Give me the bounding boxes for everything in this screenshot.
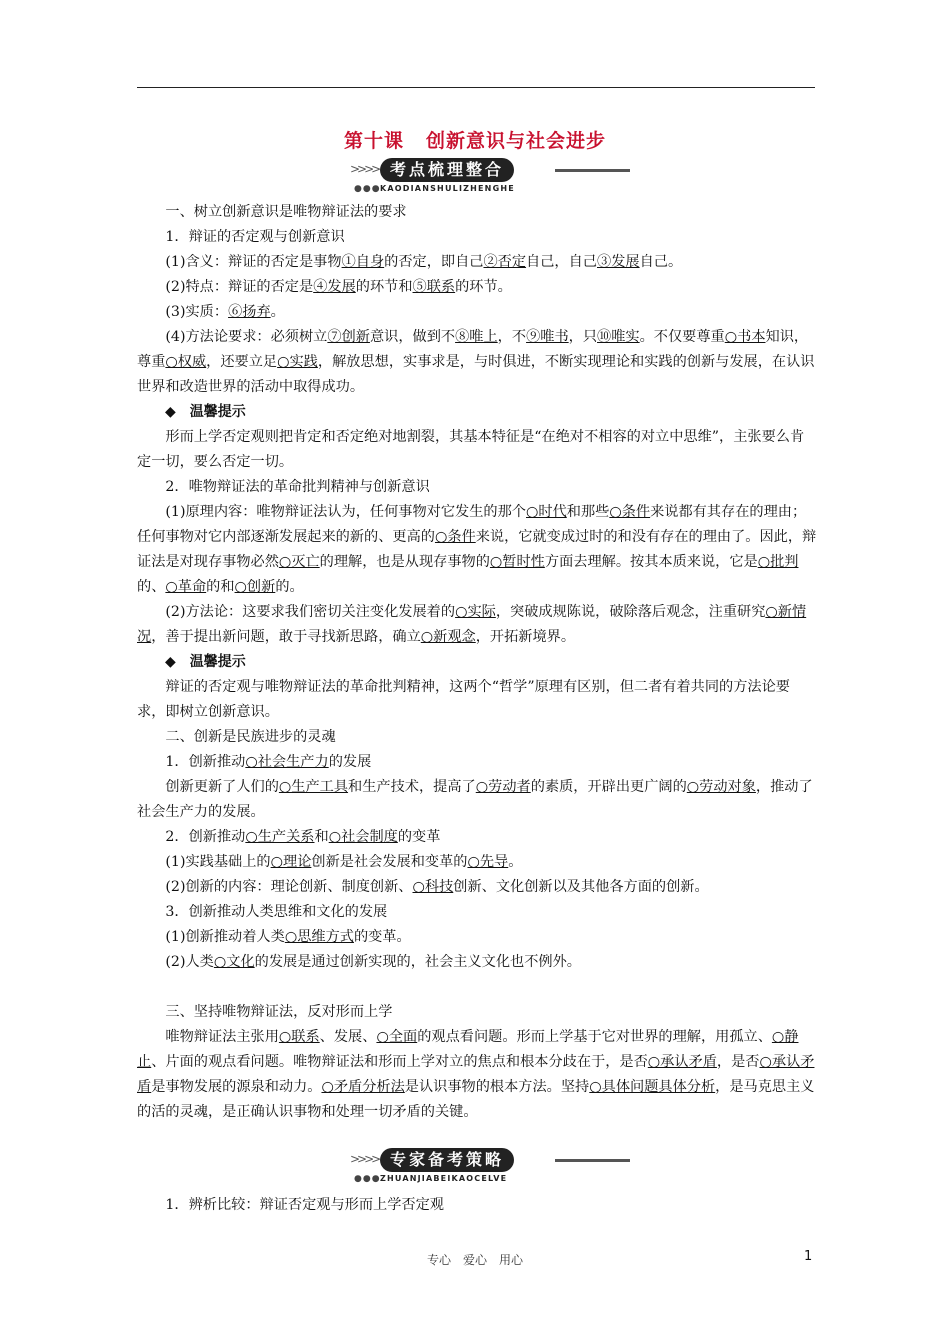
strategy-item: 1．辨析比较：辩证否定观与形而上学否定观 — [165, 1197, 444, 1213]
paragraph: 创新更新了人们的○生产工具和生产技术，提高了○劳动者的素质，开辟出更广阔的○劳动对象，推动了社会生产力的发展。 — [137, 779, 813, 820]
spacer — [137, 975, 817, 1000]
paragraph: (2)方法论：这要求我们密切关注变化发展着的○实际，突破成规陈说，破除落后观念，注重研究○新情况，善于提出新问题，敢于寻找新思路，确立○新观念，开拓新境界。 — [137, 604, 807, 645]
paragraph: 3．创新推动人类思维和文化的发展 — [165, 904, 388, 920]
paragraph: 1．创新推动○社会生产力的发展 — [165, 754, 372, 770]
paragraph: 一、树立创新意识是唯物辩证法的要求 — [165, 204, 407, 220]
paragraph: 三、坚持唯物辩证法，反对形而上学 — [165, 1004, 393, 1020]
paragraph: (2)创新的内容：理论创新、制度创新、○科技创新、文化创新以及其他各方面的创新。 — [165, 879, 709, 895]
paragraph: 辩证的否定观与唯物辩证法的革命批判精神，这两个“哲学”原理有区别，但二者有着共同的方法论要求，即树立创新意识。 — [137, 679, 790, 720]
paragraph: (4)方法论要求：必须树立⑦创新意识，做到不⑧唯上，不⑨唯书，只⑩唯实。不仅要尊重○书本知识，尊重○权威，还要立足○实践，解放思想，实事求是，与时俱进，不断实现理论和实践的创新与发展，在认识世界和改造世界的活动中取得成功。 — [137, 329, 815, 395]
paragraph: 2．创新推动○生产关系和○社会制度的变革 — [165, 829, 441, 845]
arrows-icon: >>>> — [350, 1152, 379, 1166]
arrows-icon: >>>> — [350, 162, 379, 176]
paragraph: 2．唯物辩证法的革命批判精神与创新意识 — [165, 479, 430, 495]
lesson-number: 第十课 — [343, 130, 404, 152]
paragraph: (1)实践基础上的○理论创新是社会发展和变革的○先导。 — [165, 854, 523, 870]
tip-heading: ◆ 温馨提示 — [165, 404, 246, 420]
paragraph: (2)人类○文化的发展是通过创新实现的，社会主义文化也不例外。 — [165, 954, 581, 970]
section-banner-review — [350, 158, 630, 194]
paragraph: (1)含义：辩证的否定是事物①自身的否定，即自己②否定自己，自己③发展自己。 — [165, 254, 683, 270]
banner-pinyin: ZHUANJIABEIKAOCELVE — [380, 1174, 508, 1183]
lesson-name: 创新意识与社会进步 — [426, 130, 607, 152]
header-rule — [137, 87, 815, 88]
paragraph: 形而上学否定观则把肯定和否定绝对地割裂，其基本特征是“在绝对不相容的对立中思维”，主张要么肯定一切，要么否定一切。 — [137, 429, 805, 470]
paragraph: (1)原理内容：唯物辩证法认为，任何事物对它发生的那个○时代和那些○条件来说都有其存在的理由；任何事物对它内部逐渐发展起来的新的、更高的○条件来说，它就变成过时的和没有存在的理由了。因此，辩证法是对现存事物必然○灭亡的理解，也是从现存事物的○暂时性方面去理解。按其本质来说，它是○批判的、○革命的和○创新的。 — [137, 504, 817, 595]
paragraph: 1．辩证的否定观与创新意识 — [165, 229, 345, 245]
banner-line — [555, 169, 630, 172]
paragraph: (3)实质：⑥扬弃。 — [165, 304, 285, 320]
paragraph: 唯物辩证法主张用○联系、发展、○全面的观点看问题。形而上学基于它对世界的理解，用孤立、○静止、片面的观点看问题。唯物辩证法和形而上学对立的焦点和根本分歧在于，是否○承认矛盾，是否○承认矛盾是事物发展的源泉和动力。○矛盾分析法是认识事物的根本方法。坚持○具体问题具体分析，是马克思主义的活的灵魂，是正确认识事物和处理一切矛盾的关键。 — [137, 1029, 815, 1120]
paragraph: 二、创新是民族进步的灵魂 — [165, 729, 336, 745]
banner-label: 专家备考策略 — [380, 1148, 514, 1172]
banner-pinyin: KAODIANSHULIZHENGHE — [380, 184, 515, 193]
dots-icon: ●●● — [354, 184, 381, 194]
lesson-title — [0, 126, 950, 153]
strategy-body — [137, 1193, 817, 1218]
tip-heading: ◆ 温馨提示 — [165, 654, 246, 670]
section-banner-strategy — [350, 1148, 630, 1184]
page-number: 1 — [804, 1249, 813, 1264]
banner-label: 考点梳理整合 — [380, 158, 514, 182]
footer-text: 专心 爱心 用心 — [426, 1253, 523, 1267]
paragraph: (1)创新推动着人类○思维方式的变革。 — [165, 929, 411, 945]
dots-icon: ●●● — [354, 1174, 381, 1184]
paragraph: (2)特点：辩证的否定是④发展的环节和⑤联系的环节。 — [165, 279, 512, 295]
document-body — [137, 200, 817, 1125]
banner-line — [555, 1159, 630, 1162]
